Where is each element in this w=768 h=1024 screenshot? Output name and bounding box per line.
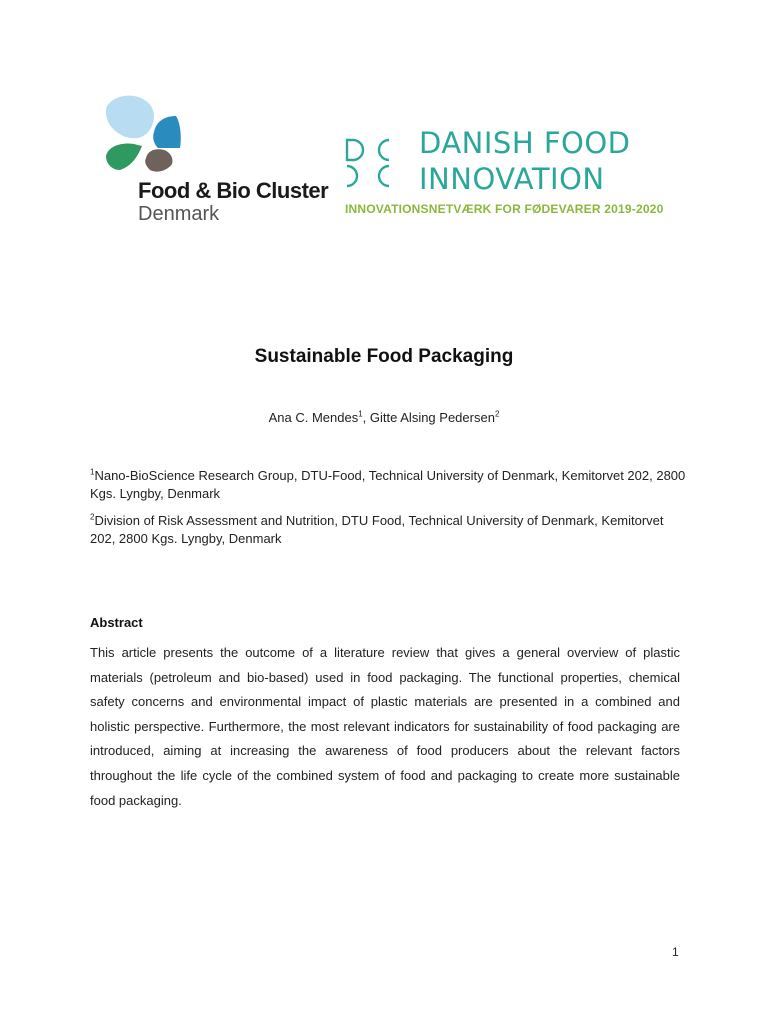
dfi-tagline: INNOVATIONSNETVÆRK FOR FØDEVARER 2019-2020 bbox=[345, 202, 664, 216]
petal-blue bbox=[153, 116, 181, 148]
author-separator: , bbox=[362, 410, 370, 425]
author-name: Gitte Alsing Pedersen bbox=[369, 410, 495, 425]
author-list bbox=[0, 410, 768, 425]
page-number: 1 bbox=[672, 945, 679, 959]
cluster-petals-icon bbox=[102, 92, 192, 182]
food-bio-cluster-logo bbox=[102, 92, 332, 232]
cluster-country: Denmark bbox=[138, 203, 220, 225]
petal-green bbox=[106, 144, 142, 171]
affiliation-marker: 1 bbox=[90, 467, 95, 477]
dfi-title-line2: INNOVATION bbox=[419, 162, 605, 196]
abstract-text: This article presents the outcome of a literature review that gives a general overview of plastic materials (petroleum and bio-based) used in food packaging. The functional properties, chemical safety concerns and environmental impact of plastic materials are presented in a combined and holistic perspective. Furthermore, the most relevant indicators for sustainability of food packaging are introduced, aiming at increasing the awareness of food producers about the relevant factors throughout the life cycle of the combined system of food and packaging to create more sustainable food packaging. bbox=[90, 645, 680, 808]
affiliation bbox=[90, 467, 690, 503]
danish-food-innovation-logo bbox=[343, 122, 663, 222]
affiliation-text: Division of Risk Assessment and Nutrition, DTU Food, Technical University of Denmark, Kemitorvet 202, 2800 Kgs. Lyngby, Denmark bbox=[90, 513, 664, 546]
petal-light-blue bbox=[106, 96, 154, 139]
dfi-mark-icon bbox=[343, 132, 409, 194]
dfi-title-line1: DANISH FOOD bbox=[419, 126, 631, 160]
affiliation-marker: 2 bbox=[90, 512, 95, 522]
affiliation bbox=[90, 512, 690, 548]
cluster-name: Food & Bio Cluster bbox=[138, 178, 329, 203]
author-affiliation-marker: 2 bbox=[494, 409, 500, 419]
paper-title: Sustainable Food Packaging bbox=[254, 346, 514, 367]
abstract-heading: Abstract bbox=[90, 615, 143, 630]
affiliation-text: Nano-BioScience Research Group, DTU-Food, Technical University of Denmark, Kemitorvet 202, 2800 Kgs. Lyngby, Denmark bbox=[90, 468, 686, 501]
author-affiliation-marker: 1 bbox=[358, 409, 363, 419]
petal-grey bbox=[145, 149, 172, 171]
author-name: Ana C. Mendes bbox=[268, 410, 359, 425]
